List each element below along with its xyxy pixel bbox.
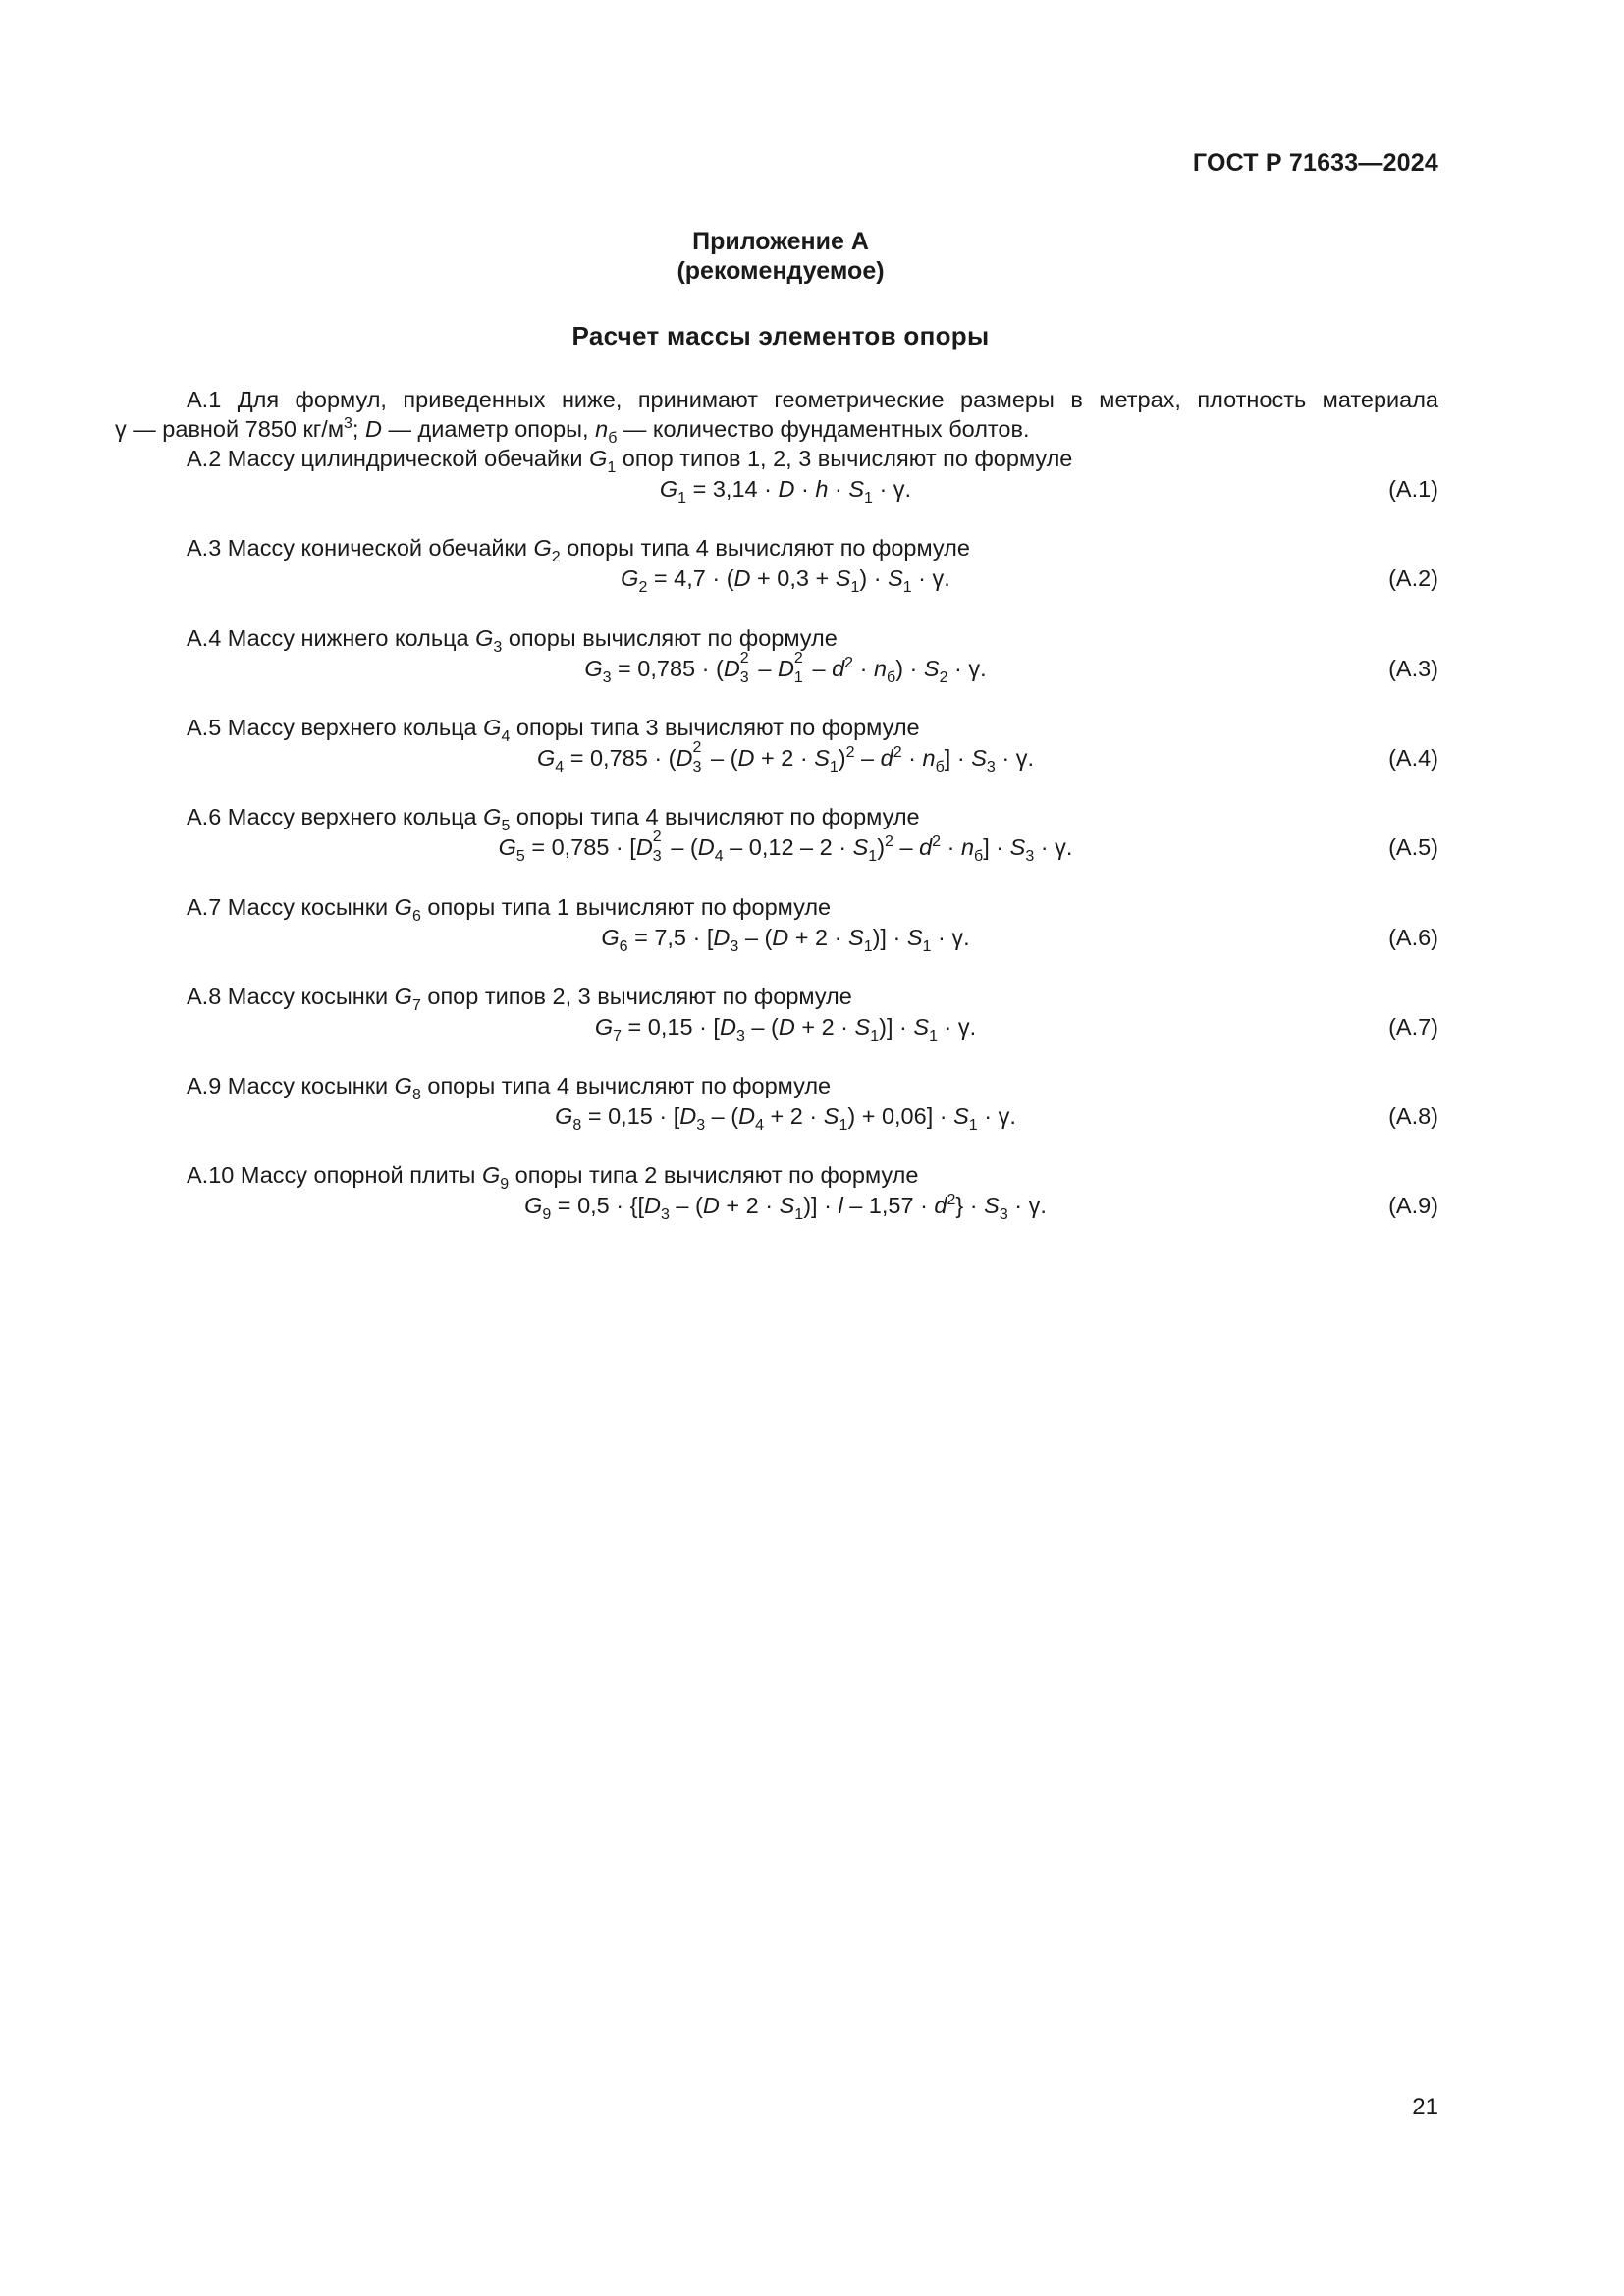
formula-subscript: 1 [794,1206,804,1224]
formula-text: + 2 · [788,924,849,950]
formula-text: · [941,834,961,861]
paragraph-a1-line1: А.1 Для формул, приведенных ниже, принимают геометрические размеры в метрах, плотность материала [187,387,1438,412]
mass-symbol: G [589,446,608,471]
formula-subscript: 4 [555,758,565,775]
formula-text: = 0,785 · ( [564,744,677,771]
formula-text: ] · [944,744,972,771]
formula-variable: S [779,1193,795,1219]
formula-number: (А.9) [1388,1193,1438,1219]
formula-number: (А.8) [1388,1103,1438,1130]
formula-subscript: 7 [613,1027,623,1044]
formula-text: + 2 · [794,1013,855,1040]
formula-variable: D [777,655,794,681]
formula-variable: S [848,924,864,950]
separator: ; [352,416,365,442]
formula-variable: n [960,834,975,861]
formula-text: ) · [859,565,889,592]
formula-superscript: 2 [947,1192,956,1209]
formula-variable: d [832,655,845,681]
mass-subscript: 6 [411,907,421,925]
formula-number: (А.3) [1388,655,1438,681]
formula-text: = 0,785 · ( [611,655,724,681]
formula-a2 [0,562,1571,597]
formula-text: – ( [705,1103,739,1130]
formula-subscript: 3 [692,758,702,775]
formula-text: · [853,655,874,681]
statement-a3 [187,532,970,566]
formula-subscript: 4 [714,848,724,866]
statement-text: А.8 Массу косынки [187,983,395,1009]
formula-subscript: 3 [999,1206,1008,1224]
formula-variable: D [713,924,731,950]
paragraph-a1-line2 [115,413,1030,445]
formula-text: · [901,744,923,771]
formula-subscript: 3 [986,758,996,775]
formula-subscript: 1 [793,668,803,686]
formula-subscript: 3 [739,668,749,686]
formula-text: = 7,5 · [ [627,924,714,950]
formula-variable: D [697,834,715,861]
formula-superscript: 2 [845,743,855,761]
formula-variable: D [778,476,795,502]
formula-variable: S [823,1103,839,1130]
mass-subscript: 9 [500,1176,510,1194]
statement-text: опоры типа 3 вычисляют по формуле [510,714,920,740]
mass-subscript: 4 [501,727,511,745]
formula-subscript: 1 [902,579,912,597]
formula-subscript: 1 [929,1027,938,1044]
annex-title: Приложение А [692,228,869,255]
statement-text: опор типов 1, 2, 3 вычисляют по формуле [616,446,1073,471]
statement-text: А.5 Массу верхнего кольца [187,714,484,740]
formula-subscript: 3 [730,937,739,955]
page-number: 21 [1412,2094,1438,2120]
formula-text: – ( [664,834,698,861]
formula-variable: D [644,1193,661,1219]
formula-a6 [0,922,1571,953]
formula-text: + 2 · [719,1193,780,1219]
mass-subscript: 1 [607,459,617,476]
statement-text: А.3 Массу конической обечайки [187,535,534,561]
formula-subscript: 3 [1025,848,1035,866]
cube-exponent: 3 [343,415,352,432]
formula-text: ) [877,834,886,861]
formula-subscript: 1 [870,1027,880,1044]
annex-heading: Расчет массы элементов опоры [571,321,990,350]
formula-text: = 0,785 · [ [524,834,636,861]
document-code: ГОСТ Р 71633—2024 [1192,149,1438,177]
formula-variable: G [621,565,639,592]
statement-text: А.9 Массу косынки [187,1073,395,1099]
formula-text: – 1,57 · [842,1193,935,1219]
formula-variable: S [835,565,851,592]
formula-superscript: 2 [885,833,893,851]
annex-subtitle: (рекомендуемое) [677,257,885,285]
formula-text: = 0,15 · [ [581,1103,680,1130]
formula-text: – [805,655,833,681]
formula-subscript: б [974,848,984,866]
formula-subscript: 1 [968,1117,978,1135]
formula-variable: G [601,924,620,950]
statement-text: опоры типа 1 вычисляют по формуле [420,893,832,920]
statement-a10 [187,1159,919,1194]
formula-text: ) + 0,06] · [847,1103,954,1130]
formula-text: = 0,5 · {[ [551,1193,644,1219]
formula-variable: d [919,834,933,861]
formula-variable: D [733,565,751,592]
formula-superscript: 2 [893,743,902,761]
formula-text: · [828,476,849,502]
formula-variable: D [723,655,740,681]
formula-variable: S [814,744,830,771]
formula-subscript: 1 [850,579,860,597]
formula-text: · [794,476,816,502]
formula-superscript: 2 [932,833,942,851]
formula-text: ] · [983,834,1010,861]
formula-variable: l [838,1193,843,1219]
statement-text: А.2 Массу цилиндрической обечайки [187,446,590,471]
statement-text: опоры типа 4 вычисляют по формуле [420,1073,832,1099]
formula-number: (А.4) [1388,744,1438,771]
formula-number: (А.7) [1388,1013,1438,1040]
formula-variable: D [719,1013,736,1040]
mass-symbol: G [483,714,502,740]
formula-superscript: 2 [793,649,803,667]
formula-sub-superscript [692,738,705,775]
formula-subscript: 2 [939,668,948,686]
statement-text: опоры типа 4 вычисляют по формуле [510,804,920,830]
formula-variable: S [888,565,903,592]
formula-variable: S [906,924,923,950]
statement-text: А.7 Массу косынки [187,893,395,920]
formula-text: · γ. [977,1103,1016,1130]
bolt-count-symbol: n [595,416,609,442]
formula-variable: S [854,1013,871,1040]
formula-text: – ( [738,924,773,950]
formula-variable: D [679,1103,697,1130]
formula-sub-superscript [739,649,752,686]
formula-variable: h [815,476,829,502]
statement-text: А.10 Массу опорной плиты [187,1162,482,1189]
formula-variable: G [584,655,603,681]
formula-number: (А.5) [1388,834,1438,861]
mass-subscript: 3 [493,638,503,656]
formula-text: · γ. [872,476,912,502]
formula-a5 [0,828,1571,866]
formula-variable: d [934,1193,947,1219]
formula-subscript: 1 [868,848,878,866]
formula-variable: D [778,1013,795,1040]
formula-subscript: 2 [638,579,648,597]
mass-subscript: 7 [411,996,421,1014]
formula-text: – [751,655,778,681]
formula-text: ) [838,744,846,771]
statement-a9 [187,1070,832,1104]
formula-text: + 2 · [764,1103,824,1130]
formula-text: = 4,7 · ( [647,565,734,592]
formula-text: = 3,14 · [686,476,779,502]
formula-a4 [0,738,1571,775]
formula-text: + 0,3 + [750,565,836,592]
statement-a2 [187,443,1072,474]
formula-text: · γ. [937,1013,977,1040]
formula-variable: n [873,655,888,681]
formula-variable: G [659,476,678,502]
formula-text: – ( [669,1193,703,1219]
formula-variable: D [702,1193,720,1219]
formula-variable: D [676,744,693,771]
formula-subscript: 8 [572,1117,582,1135]
statement-text: опор типов 2, 3 вычисляют по формуле [420,983,852,1009]
formula-subscript: 1 [863,937,873,955]
formula-variable: G [537,744,556,771]
formula-subscript: 1 [922,937,932,955]
density-text: — равной 7850 кг/м [126,416,344,442]
formula-variable: D [738,1103,756,1130]
formula-variable: S [923,655,940,681]
formula-variable: G [594,1013,614,1040]
formula-text: · γ. [931,924,970,950]
formula-text: – [854,744,881,771]
formula-variable: S [984,1193,1000,1219]
formula-text: – ( [704,744,738,771]
formula-subscript: 9 [542,1206,552,1224]
formula-number: (А.2) [1388,565,1438,592]
formula-number: (А.1) [1388,476,1438,502]
bolt-count-subscript: б [608,430,618,447]
diameter-symbol: D [364,416,382,442]
formula-text: – 0,12 – 2 · [723,834,853,861]
mass-symbol: G [394,893,412,920]
formula-a7 [0,1011,1571,1042]
statement-text: опоры вычисляют по формуле [502,624,838,651]
formula-text: )] · [803,1193,839,1219]
formula-a3 [0,649,1571,686]
formula-superscript: 2 [844,654,854,671]
formula-number: (А.6) [1388,924,1438,950]
formula-text: )] · [879,1013,914,1040]
formula-subscript: 3 [735,1027,745,1044]
formula-variable: S [852,834,869,861]
statement-a5 [187,712,920,743]
formula-superscript: 2 [739,649,749,667]
formula-variable: S [971,744,987,771]
formula-sub-superscript [652,828,665,866]
formula-variable: D [737,744,755,771]
formula-text: = 0,15 · [ [622,1013,720,1040]
formula-text: – ( [744,1013,779,1040]
formula-subscript: 3 [660,1206,670,1224]
diameter-text: — диаметр опоры, [381,416,596,442]
formula-variable: D [772,924,789,950]
formula-subscript: 6 [619,937,628,955]
mass-subscript: 8 [411,1087,421,1104]
formula-variable: G [524,1193,543,1219]
formula-subscript: б [887,668,896,686]
mass-symbol: G [533,535,552,561]
formula-subscript: б [935,758,945,775]
gamma-symbol: γ [115,416,127,442]
formula-a8 [0,1100,1571,1135]
formula-subscript: 4 [755,1117,764,1135]
formula-text: · γ. [995,744,1034,771]
mass-symbol: G [475,624,494,651]
formula-variable: n [922,744,936,771]
formula-variable: D [635,834,653,861]
statement-text: А.4 Массу нижнего кольца [187,624,476,651]
formula-text: · γ. [1034,834,1073,861]
formula-text: )] · [872,924,907,950]
mass-symbol: G [483,804,502,830]
mass-symbol: G [394,1073,412,1099]
formula-variable: G [555,1103,573,1130]
formula-variable: S [1009,834,1026,861]
statement-text: опоры типа 2 вычисляют по формуле [509,1162,919,1189]
formula-subscript: 1 [677,490,687,507]
formula-text: – [893,834,920,861]
bolt-count-text: — количество фундаментных болтов. [617,416,1030,442]
formula-subscript: 1 [864,490,873,507]
formula-subscript: 1 [839,1117,848,1135]
formula-text: · γ. [911,565,950,592]
formula-subscript: 3 [602,668,612,686]
mass-symbol: G [481,1162,501,1189]
formula-subscript: 1 [829,758,839,775]
formula-superscript: 2 [652,828,662,846]
formula-variable: S [848,476,865,502]
formula-variable: S [953,1103,969,1130]
mass-subscript: 5 [501,818,511,835]
mass-subscript: 2 [551,549,561,566]
mass-symbol: G [394,983,412,1009]
formula-subscript: 3 [652,848,662,866]
formula-subscript: 5 [515,848,525,866]
formula-a9 [0,1190,1571,1224]
formula-variable: d [880,744,893,771]
formula-superscript: 2 [692,738,702,756]
formula-text: · γ. [1007,1193,1047,1219]
formula-text: } · [955,1193,985,1219]
formula-sub-superscript [793,649,806,686]
formula-text: + 2 · [754,744,815,771]
statement-text: А.6 Массу верхнего кольца [187,804,484,830]
statement-text: опоры типа 4 вычисляют по формуле [560,535,970,561]
statement-a7 [187,891,831,923]
formula-variable: S [913,1013,930,1040]
formula-subscript: 3 [696,1117,706,1135]
formula-text: · γ. [947,655,987,681]
statement-a6 [187,801,920,835]
formula-a1 [0,473,1571,505]
formula-text: ) · [895,655,924,681]
formula-variable: G [498,834,516,861]
statement-a8 [187,981,852,1012]
